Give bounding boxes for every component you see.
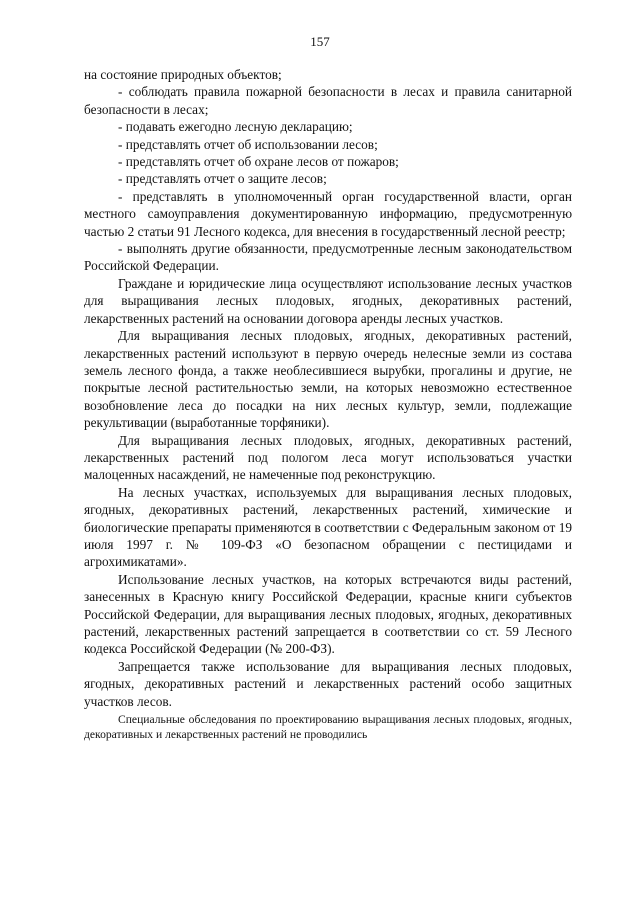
page-number: 157 — [310, 34, 330, 49]
list-item: - соблюдать правила пожарной безопасности в лесах и правила санитарной безопасности в лесах; — [84, 84, 572, 117]
paragraph: Для выращивания лесных плодовых, ягодных, декоративных растений, лекарственных растений используют в первую очередь нелесные земли из состава земель лесного фонда, а также необлесившиеся вырубки, прогалины и другие, не покрытые лесной растительностью земли, на которых невозможно естественное возобновление леса до посадки на них лесных культур, земли, подлежащие рекультивации (выработанные торфяники). — [84, 328, 572, 431]
list-item: - представлять отчет об использовании лесов; — [118, 136, 378, 152]
paragraph: Граждане и юридические лица осуществляют использование лесных участков для выращивания лесных плодовых, ягодных, декоративных растений, лекарственных растений на основании договора аренды лесных участков. — [84, 275, 572, 326]
paragraph: Запрещается также использование для выращивания лесных плодовых, ягодных, декоративных растений и лекарственных растений особо защитных участков лесов. — [84, 658, 572, 709]
note: Специальные обследования по проектированию выращивания лесных плодовых, ягодных, декоративных и лекарственных растений не проводились — [84, 713, 572, 742]
list-item: - подавать ежегодно лесную декларацию; — [118, 119, 353, 135]
paragraph: На лесных участках, используемых для выращивания лесных плодовых, ягодных, декоративных растений, лекарственных растений, химические и биологические препараты применяются в соответствии с Федеральным законом от 19 июля 1997 г. № 109-ФЗ «О безопасном обращении с пестицидами и агрохимикатами». — [84, 484, 572, 570]
list-item: - выполнять другие обязанности, предусмотренные лесным законодательством Российской Федерации. — [84, 241, 572, 274]
paragraph: на состояние природных объектов; — [84, 67, 282, 82]
list-item: - представлять отчет об охране лесов от пожаров; — [118, 154, 399, 170]
document-body — [84, 66, 572, 742]
paragraph: Для выращивания лесных плодовых, ягодных, декоративных растений, лекарственных растений под пологом леса могут использоваться участки малоценных насаждений, не намеченные под реконструкцию. — [84, 432, 572, 483]
paragraph: Использование лесных участков, на которых встречаются виды растений, занесенных в Красную книгу Российской Федерации, красные книги субъектов Российской Федерации, для выращивания лесных плодовых, ягодных, декоративных растений, лекарственных растений запрещается в соответствии со ст. 59 Лесного кодекса Российской Федерации (№ 200-ФЗ). — [84, 571, 572, 657]
list-item: - представлять в уполномоченный орган государственной власти, орган местного самоуправления документированную информацию, предусмотренную частью 2 статьи 91 Лесного кодекса, для внесения в государственный лесной реестр; — [84, 188, 572, 239]
list-item: - представлять отчет о защите лесов; — [118, 171, 327, 187]
